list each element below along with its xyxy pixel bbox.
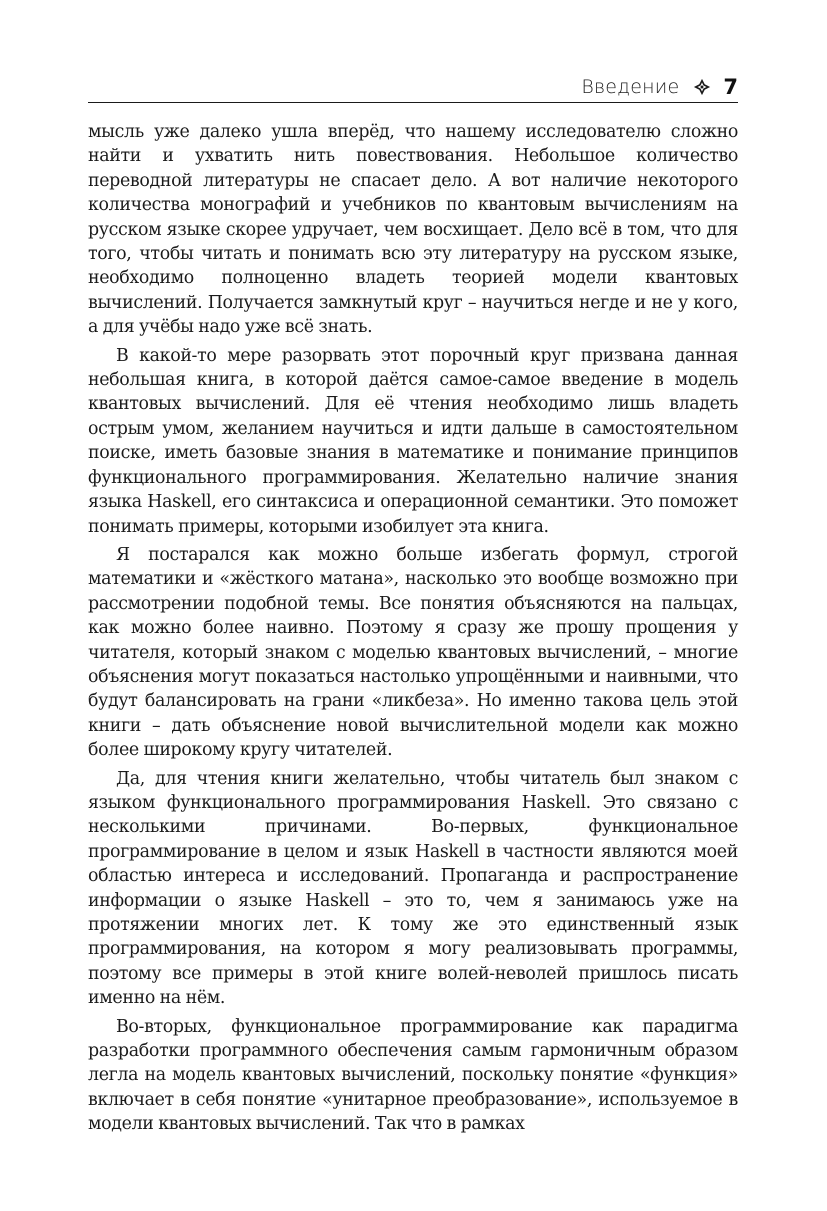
paragraph-approach: Я постарался как можно больше избегать формул, строгой математики и «жёсткого матана», насколько это вообще возможно при рассмотрении подобной темы. Все понятия объясняются на пальцах, как можно более наивно. Поэтому я сразу же прошу прощения у читателя, который знаком с моделью квантовых вычислений, – многие объяснения могут показаться настолько упрощёнными и наивными, что будут балансировать на грани «ликбеза». Но именно такова цель этой книги – дать объяснение новой вычислительной модели как можно более широкому кругу читателей. <box>88 544 738 761</box>
paragraph-haskell-reasons: Да, для чтения книги желательно, чтобы читатель был знаком с языком функционального программирования Haskell. Это связано с несколькими причинами. Во-первых, функциональное программирование в целом и язык Haskell в частности являются моей областью интереса и исследований. Пропаганда и распространение информации о языке Haskell – это то, чем я занимаюсь уже на протяжении многих лет. К тому же это единственный язык программирования, на котором я могу реализовывать программы, поэтому все примеры в этой книге волей-неволей пришлось писать именно на нём. <box>88 768 738 1009</box>
body-text <box>88 120 738 1141</box>
page-number: 7 <box>723 75 738 99</box>
paragraph-purpose: В какой-то мере разорвать этот порочный круг призвана данная небольшая книга, в которой даётся самое-самое введение в модель квантовых вычислений. Для её чтения необходимо лишь владеть острым умом, желанием научиться и идти дальше в самостоятельном поиске, иметь базовые знания в математике и понимание принципов функционального программирования. Желательно наличие знания языка Haskell, его синтаксиса и операционной семантики. Это поможет понимать примеры, которыми изобилует эта книга. <box>88 345 738 537</box>
running-header <box>88 72 738 103</box>
paragraph-continued: мысль уже далеко ушла вперёд, что нашему исследователю сложно найти и ухватить нить повествования. Небольшое количество переводной литературы не спасает дело. А вот наличие некоторого количества монографий и учебников по квантовым вычислениям на русском языке скорее удручает, чем восхищает. Дело всё в том, что для того, чтобы читать и понимать всю эту литературу на русском языке, необходимо полноценно владеть теорией модели квантовых вычислений. Получается замкнутый круг – научиться негде и не у кого, а для учёбы надо уже всё знать. <box>88 122 738 338</box>
paragraph-second-reason: Во-вторых, функциональное программирование как парадигма разработки программного обеспечения самым гармоничным образом легла на модель квантовых вычислений, поскольку понятие «функция» включает в себя понятие «унитарное преобразование», используемое в модели квантовых вычислений. Так что в рамках <box>88 1016 738 1135</box>
four-petal-diamond-icon <box>693 78 711 96</box>
section-title: Введение <box>581 76 680 98</box>
